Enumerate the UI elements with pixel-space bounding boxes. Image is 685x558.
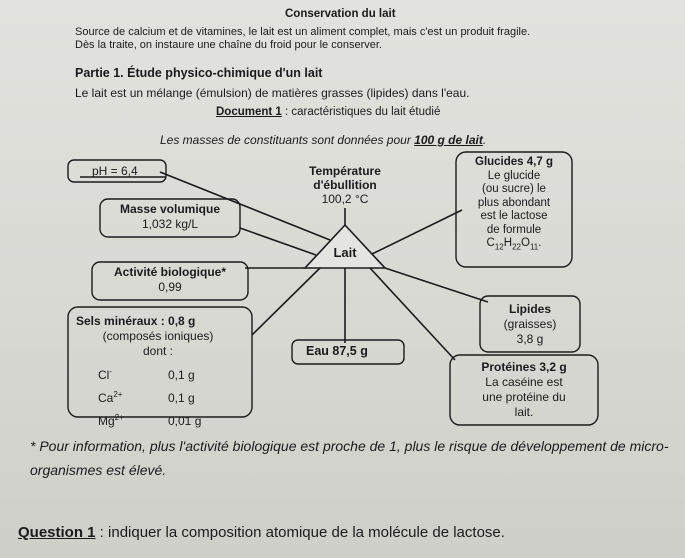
sels-block	[76, 314, 240, 359]
masses-suffix: .	[482, 133, 487, 147]
lipides-sub: (graisses)	[503, 317, 557, 331]
question-label: Question 1	[18, 524, 96, 541]
ion-mass: 0,1 g	[168, 391, 195, 405]
sels-dont: dont :	[142, 344, 174, 358]
question-1	[18, 524, 505, 541]
masses-unit: 100 g de lait	[414, 133, 483, 147]
connector-proteines	[370, 268, 455, 360]
ion-symbol: Mg	[98, 414, 115, 428]
ion-charge: -	[109, 367, 113, 376]
masse-value: 1,032 kg/L	[141, 217, 199, 231]
eau-label: Eau 87,5 g	[306, 344, 368, 358]
glucides-block	[456, 156, 572, 254]
ph-value: pH = 6,4	[92, 164, 138, 178]
temperature-block	[275, 164, 415, 206]
glucides-line: est le lactose	[480, 210, 548, 222]
lipides-label: Lipides	[508, 302, 551, 316]
glucides-label: Glucides 4,7 g	[475, 156, 553, 168]
temperature-line2: d'ébullition	[313, 178, 377, 192]
page-title: Conservation du lait	[285, 8, 396, 20]
activite-value: 0,99	[158, 280, 182, 294]
intro-line-1: Source de calcium et de vitamines, le lait est un aliment complet, mais c'est un produit fragile.	[75, 26, 531, 38]
ion-mass: 0,01 g	[168, 414, 202, 428]
part-text: Le lait est un mélange (émulsion) de matières grasses (lipides) dans l'eau.	[75, 86, 470, 100]
ion-charge: 2+	[113, 390, 123, 399]
ion-row	[98, 385, 201, 408]
temperature-value: 100,2 °C	[321, 192, 369, 206]
connector-sels	[252, 268, 320, 335]
intro-line-2: Dès la traite, on instaure une chaîne du froid pour le conserver.	[75, 39, 382, 51]
document-caption-text: : caractéristiques du lait étudié	[281, 106, 441, 118]
proteines-line: lait.	[514, 405, 534, 419]
ion-row	[98, 408, 201, 431]
lipides-block	[480, 302, 580, 347]
lipides-value: 3,8 g	[516, 332, 544, 346]
lactose-formula: $C_{12}H_{22}O_{11}$.	[486, 237, 542, 252]
question-text: : indiquer la composition atomique de la molécule de lactose.	[95, 524, 505, 541]
activite-block	[92, 265, 248, 295]
proteines-line: une protéine du	[482, 390, 566, 404]
masse-block	[100, 202, 240, 232]
ion-charge: 2+	[114, 413, 124, 422]
document-label: Document 1	[216, 106, 282, 118]
activite-label: Activité biologique*	[113, 265, 226, 279]
connector-lipides	[385, 268, 488, 302]
footnote: * Pour information, plus l'activité biologique est proche de 1, plus le risque de développement de micro-organismes est élevé.	[30, 438, 669, 478]
proteines-block	[450, 360, 598, 420]
connector-glucides	[372, 210, 462, 254]
glucides-line: plus abondant	[477, 196, 551, 209]
masse-label: Masse volumique	[119, 202, 221, 216]
proteines-label: Protéines 3,2 g	[481, 360, 567, 374]
glucides-line: de formule	[486, 223, 542, 236]
part-heading: Partie 1. Étude physico-chimique d'un lait	[75, 66, 323, 80]
glucides-line: Le glucide	[487, 169, 541, 182]
glucides-line: (ou sucre) le	[482, 183, 546, 195]
connector-masse	[240, 228, 316, 255]
sels-label: Sels minéraux : 0,8 g	[76, 314, 196, 328]
ions-list	[98, 362, 201, 431]
lait-label: Lait	[333, 245, 357, 260]
ion-symbol: Ca	[98, 391, 114, 405]
temperature-line1: Température	[309, 164, 381, 178]
ion-symbol: Cl	[98, 368, 110, 382]
proteines-line: La caséine est	[485, 375, 563, 389]
ion-row	[98, 362, 201, 385]
masses-prefix: Les masses de constituants sont données pour	[160, 133, 415, 147]
sels-sub: (composés ioniques)	[102, 329, 214, 343]
ion-mass: 0,1 g	[168, 368, 195, 382]
